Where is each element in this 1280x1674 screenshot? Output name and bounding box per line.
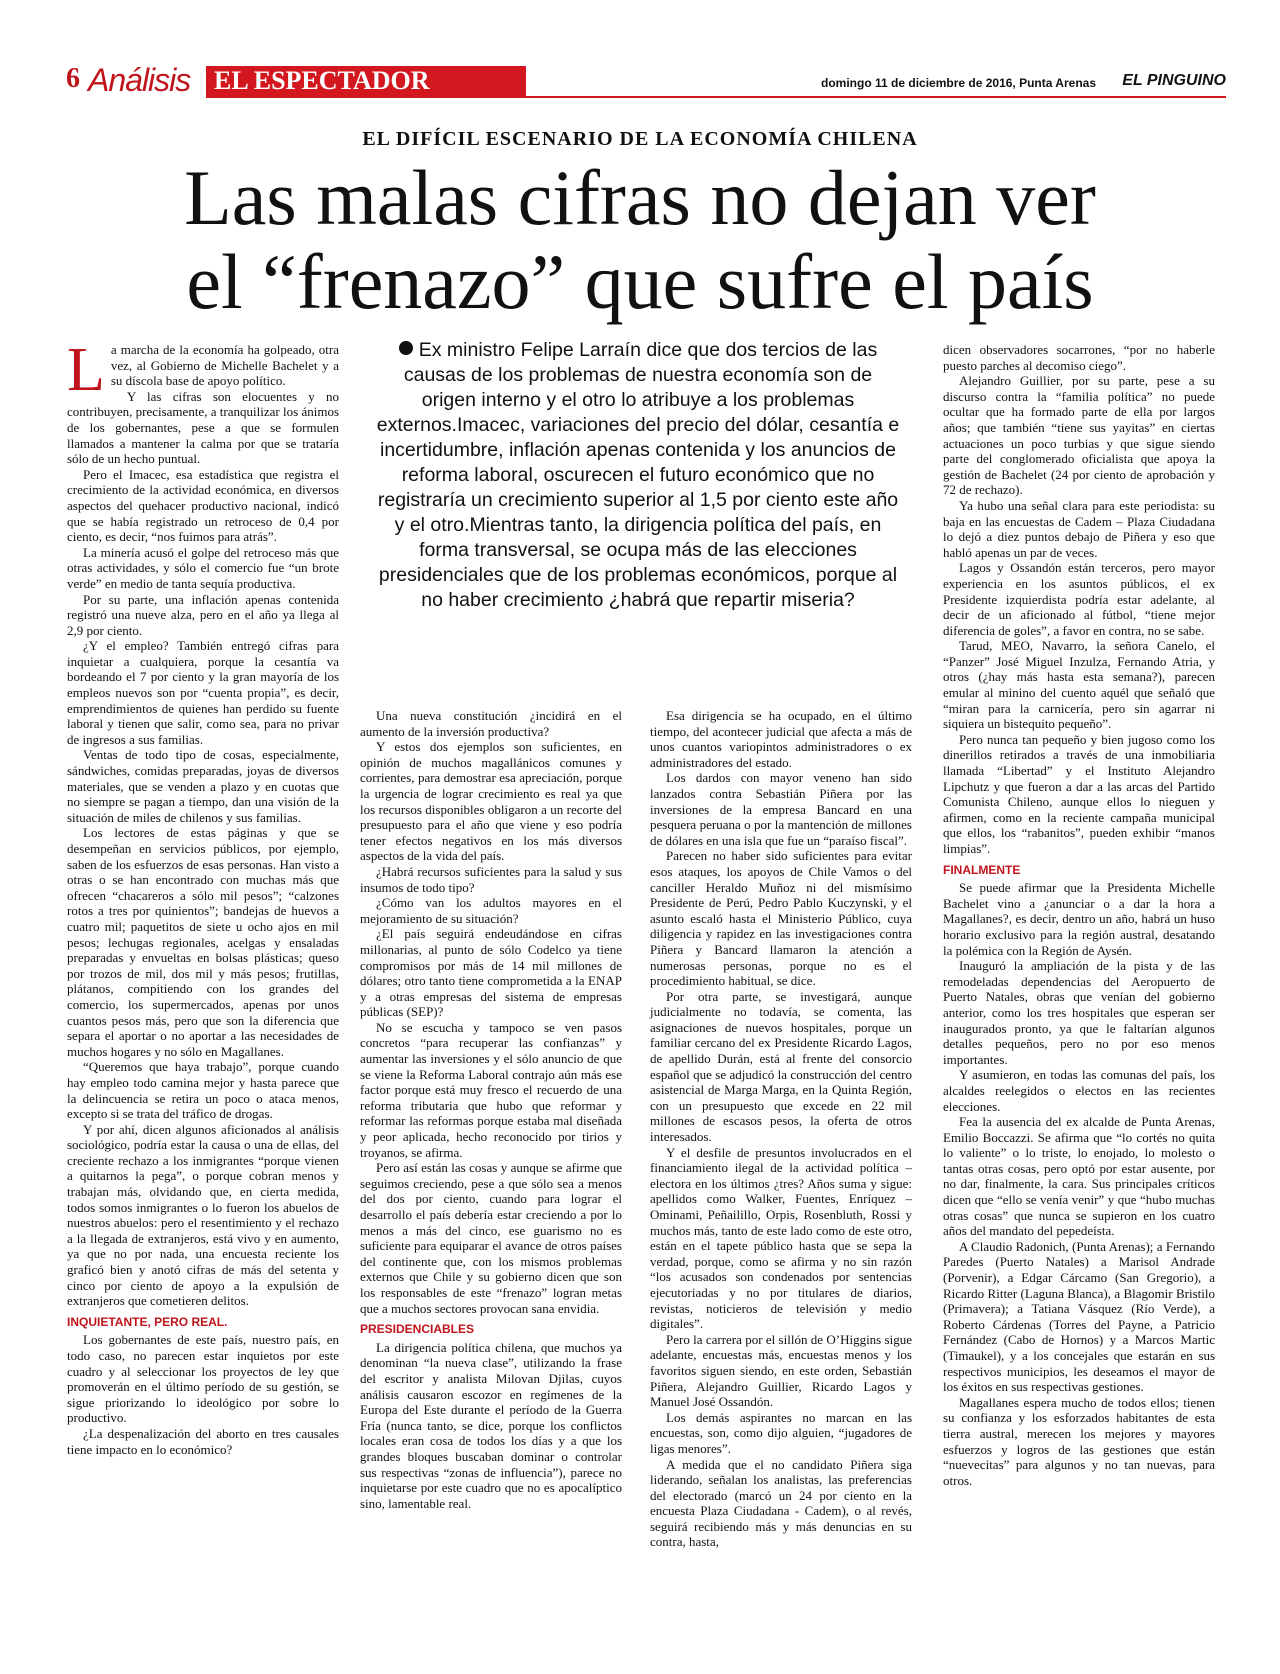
paragraph: Inauguró la ampliación de la pista y de las remodeladas dependencias del Aeropuerto de Puerto Natales, obras que venían del gobierno anterior, como los tres hospitales que esperan ser inaugurados pronto, ya que le faltarían algunos detalles pequeños, pero no por eso menos importantes. bbox=[943, 958, 1215, 1067]
paragraph: Fea la ausencia del ex alcalde de Punta Arenas, Emilio Boccazzi. Se afirma que “lo cortés no quita lo valiente” o lo triste, lo enojado, lo molesto o tantas otras cosas, pero optó por estar ausente, por no dar, finalmente, la cara. Sus principales críticos dicen que “ello se venía venir” y que “hubo muchas otras cosas” que nunca se supieron en los cuatro años del mandato del pepedeísta. bbox=[943, 1114, 1215, 1239]
paragraph: La minería acusó el golpe del retroceso más que otras actividades, y sólo el comercio fue “un brote verde” en medio de tanta sequía productiva. bbox=[67, 544, 339, 591]
paragraph: Los gobernantes de este país, nuestro país, en todo caso, no parecen estar inquietos por este cuadro y al seleccionar los proyectos de ley que promoverán en el último período de su gestión, se sigue priorizando lo ideológico por sobre lo productivo. bbox=[67, 1332, 339, 1426]
headline-line-2: el “frenazo” que sufre el país bbox=[186, 238, 1094, 325]
article-column-3 bbox=[650, 708, 912, 1550]
bullet-icon bbox=[399, 341, 413, 355]
paragraph: Por otra parte, se investigará, aunque judicialmente no todavía, se comenta, las asignaciones de nuevos hospitales, porque un familiar cercano del ex Presidente Ricardo Lagos, de apellido Durán, está al frente del consorcio español que se adjudicó la construcción del centro asistencial de Marga Marga, en la Quinta Región, con un presupuesto que excede en 22 mil millones de escasos pesos, la oferta de otros interesados. bbox=[650, 988, 912, 1145]
headline-line-1: Las malas cifras no dejan ver bbox=[184, 154, 1096, 241]
article-kicker: EL DIFÍCIL ESCENARIO DE LA ECONOMÍA CHILENA bbox=[362, 128, 918, 150]
paragraph: Pero la carrera por el sillón de O’Higgins sigue adelante, encuestas más, encuestas menos y los favoritos siguen siendo, en este orden, Sebastián Piñera, Alejandro Guillier, Ricardo Lagos y Manuel José Ossandón. bbox=[650, 1331, 912, 1410]
paragraph: A medida que el no candidato Piñera siga liderando, señalan los analistas, las preferencias del electorado (marcó un 24 por ciento en la encuesta Plaza Ciudadana - Cadem), o al revés, seguirá recibiendo más y más denuncias en su contra, hasta, bbox=[650, 1456, 912, 1550]
paragraph: “Queremos que haya trabajo”, porque cuando hay empleo todo camina mejor y hasta parece que la delincuencia se retira un poco o ataca menos, excepto si se trata del tráfico de drogas. bbox=[67, 1059, 339, 1122]
masthead-rule bbox=[206, 96, 1226, 98]
paragraph: No se escucha y tampoco se ven pasos concretos “para recuperar las confianzas” y aumentar las inversiones y el sólo anuncio de que se viene la Reforma Laboral contrajo aún más ese factor porque está muy fresco el recuerdo de una reforma tributaria que hubo que reformar y reformar las reformas porque estaba mal diseñada y peor aplicada, hecho reconocido por tirios y troyanos, se afirma. bbox=[360, 1019, 622, 1160]
paragraph: Pero nunca tan pequeño y bien jugoso como los dinerillos retirados a través de una inmobiliaria llamada “Libertad” y el Instituto Alejandro Lipchutz y que fueron a dar a las arcas del Partido Comunista Chileno, aunque ellos lo nieguen y afirmen, como en la reciente campaña municipal que ellos, los “rabanitos”, pueden exhibir “manos limpias”. bbox=[943, 731, 1215, 856]
subheading-inquietante: INQUIETANTE, PERO REAL. bbox=[67, 1314, 228, 1329]
subheading-presidenciables: PRESIDENCIABLES bbox=[360, 1322, 475, 1337]
paragraph: ¿Y el empleo? También entregó cifras para inquietar a cualquiera, porque la cesantía va bordeando el 7 por ciento y la gran mayoría de los empleos nuevos son por “cuenta propia”, es decir, emprendimientos de quienes han perdido su fuente laboral y tienen que salir, como sea, para no privar de ingresos a sus familias. bbox=[67, 638, 339, 747]
paragraph: Pero así están las cosas y aunque se afirme que seguimos creciendo, pese a que sólo sea a menos del dos por ciento, cuando para lograr el desarrollo el país debería estar creciendo a por lo menos a más del cinco, ese guarismo no es suficiente para equiparar el avance de otros países del continente que, con los mismos problemas externos que Chile y su gobierno dicen que son los responsables de este “frenazo” logran metas que a muchos sectores provocan sana envidia. bbox=[360, 1160, 622, 1316]
paragraph: Alejandro Guillier, por su parte, pese a su discurso contra la “familia política” no puede ocultar que ha formado parte de ella por largos años; que también “tiene sus yayitas” en ciertas actuaciones un poco turbias y que sigue siendo parte del conglomerado oficialista que apoya la gestión de Bachelet (24 por ciento de aprobación y 72 de rechazo). bbox=[943, 373, 1215, 498]
paragraph: Ventas de todo tipo de cosas, especialmente, sándwiches, comidas preparadas, joyas de diversos materiales, que se venden a plazo y en cuotas que no siempre se pagan a tiempo, dan una visión de la situación de miles de chilenos y sus familias. bbox=[67, 747, 339, 825]
paragraph: Los lectores de estas páginas y que se desempeñan en servicios públicos, por ejemplo, saben de los esfuerzos de esas personas. Han visto a otras o se han encontrado con muchas más que ofrecen “chacareros a sólo mil pesos”; “calzones rotos a tres por quinientos”; bandejas de huevos a cuatro mil; paquetitos de siete u ocho ajos en mil pesos; lechugas regionales, acelgas y ensaladas preparadas y envueltas en bolsas plásticas; queso por trozos de mil, dos mil y más pesos; frutillas, plátanos, compitiendo con los grandes del comercio, los supermercados, apenas por unos cuantos pesos más, pero que son la diferencia que separa el aportar o no aportar a las necesidades de muchos hogares y no sólo en Magallanes. bbox=[67, 825, 339, 1059]
article-column-1 bbox=[67, 336, 339, 1457]
drop-cap: L bbox=[67, 336, 105, 404]
page-number: 6 bbox=[66, 63, 80, 94]
article-column-4 bbox=[943, 342, 1215, 1488]
publication-section-bar: EL ESPECTADOR bbox=[206, 66, 526, 96]
paragraph: ¿El país seguirá endeudándose en cifras millonarias, al punto de sólo Codelco ya tiene compromisos por más de 14 mil millones de dólares; otro tanto tiene comprometida a la ENAP y a otras empresas del sistema de empresas públicas (SEP)? bbox=[360, 926, 622, 1020]
paragraph: Esa dirigencia se ha ocupado, en el último tiempo, del acontecer judicial que afecta a más de unos cuantos variopintos administradores o ex administradores del estado. bbox=[650, 708, 912, 770]
section-label: Análisis bbox=[88, 62, 191, 98]
paragraph: Y por ahí, dicen algunos aficionados al análisis sociológico, podría estar la causa o una de ellas, del creciente rechazo a los inmigrantes “porque vienen a quitarnos la pega”, o porque cobran menos y trabajan más, olvidando que, en cierta medida, todos somos inmigrantes o lo fueron los abuelos de nuestros abuelos: pero el resentimiento y el rechazo a la llegada de extranjeros, está vivo y en aumento, ya que no por nada, una encuesta reciente los graficó bien y anotó cifras de más del setenta y cinco por ciento de apoyo a la expulsión de extranjeros que cometieren delitos. bbox=[67, 1121, 339, 1309]
paragraph: A Claudio Radonich, (Punta Arenas); a Fernando Paredes (Puerto Natales) a Marisol Andrade (Porvenir), a Edgar Cárcamo (San Gregorio), a Ricardo Ritter (Laguna Blanca), a Blagomir Bristilo (Primavera); a Tatiana Vásquez (Río Verde), a Roberto Cárdenas (Torres del Payne, a Patricio Fernández (Cabo de Hornos) y a Marcos Martic (Timaukel), y a los concejales que estarán en sus respectivos municipios, les deseamos el mayor de los éxitos en sus respectivas gestiones. bbox=[943, 1238, 1215, 1395]
paragraph: Lagos y Ossandón están terceros, pero mayor experiencia en los asuntos públicos, el ex Presidente izquierdista podría estar adelante, al decir de un aficionado al fútbol, “tiene mejor diferencia de goles”, a favor en contra, no se sabe. bbox=[943, 560, 1215, 638]
paragraph: La dirigencia política chilena, que muchos ya denominan “la nueva clase”, utilizando la frase del escritor y analista Milovan Djilas, cuyos análisis causaron escozor en regímenes de la Europa del Este durante el período de la Guerra Fría (nunca tanto, se dice, porque los conflictos locales eran cosa de todos los días y a que los grandes bloques buscaban dominar o controlar sus respectivas “zonas de influencia”), parece no inquietarse por este cuadro que no es apocalíptico sino, lamentable real. bbox=[360, 1339, 622, 1511]
paragraph: Los dardos con mayor veneno han sido lanzados contra Sebastián Piñera por las inversiones de la empresa Bancard en una pesquera peruana o por la mantención de millones de dólares en una isla que fue un “paraíso fiscal”. bbox=[650, 770, 912, 848]
paragraph: ¿Habrá recursos suficientes para la salud y sus insumos de todo tipo? bbox=[360, 863, 622, 895]
paragraph: Y asumieron, en todas las comunas del país, los alcaldes reelegidos o electos en las recientes elecciones. bbox=[943, 1067, 1215, 1114]
paragraph: Se puede afirmar que la Presidenta Michelle Bachelet vino a ¿anunciar o a dar la hora a Magallanes?, es decir, dentro un año, habrá un huso horario exclusivo para la región austral, desatando la polémica con la Región de Aysén. bbox=[943, 880, 1215, 958]
article-headline bbox=[60, 156, 1220, 324]
paragraph: Y el desfile de presuntos involucrados en el financiamiento ilegal de la actividad política – electora en los últimos ¿tres? Años suma y sigue: apellidos como Walker, Fuentes, Enríquez – Ominami, Peñailillo, Orpis, Rosenbluth, Rossi y muchos más, tanto de este lado como de este otro, están en el tapete público hasta que se sepa la verdad, porque, como se afirma y no sin razón “los acusados son condenados por sentencias ejecutoriadas y no por titulares de diarios, revistas, noticieros de televisión y medio digitales”. bbox=[650, 1144, 912, 1332]
article-lede bbox=[375, 338, 901, 613]
paragraph: Magallanes espera mucho de todos ellos; tienen su confianza y los esforzados habitantes de esta tierra austral, merecen los mejores y mayores esfuerzos y logros de las gestiones que están “nuevecitas” para algunos y no tan nuevas, para otros. bbox=[943, 1394, 1215, 1488]
masthead bbox=[66, 62, 1226, 100]
paragraph: Pero el Imacec, esa estadística que registra el crecimiento de la actividad económica, en diversos aspectos del quehacer productivo nacional, indicó que se había registrado un retroceso de 0,4 por ciento, es decir, “nos fuimos para atrás”. bbox=[67, 466, 339, 545]
paragraph: ¿La despenalización del aborto en tres causales tiene impacto en lo económico? bbox=[67, 1425, 339, 1457]
paragraph: a marcha de la economía ha golpeado, otra vez, al Gobierno de Michelle Bachelet y a su díscola base de apoyo político. bbox=[110, 342, 339, 389]
subheading-finalmente: FINALMENTE bbox=[943, 862, 1021, 877]
paragraph: Tarud, MEO, Navarro, la señora Canelo, el “Panzer” José Miguel Inzulza, Fernando Atria, y otros (¿hay más hasta esta semana?), parecen emular al minino del cuento aquél que señaló que “miran para la carnicería, pero sin agarrar ni siquiera un bistequito pequeño”. bbox=[943, 638, 1215, 732]
dateline: domingo 11 de diciembre de 2016, Punta Arenas bbox=[821, 76, 1096, 90]
lede-text: Ex ministro Felipe Larraín dice que dos tercios de las causas de los problemas de nuestra economía son de origen interno y el otro lo atribuye a los problemas externos.Imacec, variaciones del precio del dólar, cesantía e incertidumbre, inflación apenas contenida y los anuncios de reforma laboral, oscurecen el futuro económico que no registraría un crecimiento superior al 1,5 por ciento este año y el otro.Mientras tanto, la dirigencia política del país, en forma transversal, se ocupa más de las elecciones presidenciales que de los problemas económicos, porque al no haber crecimiento ¿habrá que repartir miseria? bbox=[376, 339, 900, 611]
paragraph: Por su parte, una inflación apenas contenida registró una nueve alza, pero en el año ya llega al 2,9 por ciento. bbox=[67, 591, 339, 638]
paragraph: Y las cifras son elocuentes y no contribuyen, precisamente, a tranquilizar los ánimos de los gobernantes, pese a que se formulen llamados a mantener la calma por que se trataría sólo de un hecho puntual. bbox=[67, 388, 339, 467]
paragraph: dicen observadores socarrones, “por no haberle puesto parches al decomiso ciego”. bbox=[943, 342, 1215, 373]
paragraph: ¿Cómo van los adultos mayores en el mejoramiento de su situación? bbox=[360, 895, 622, 926]
paragraph: Los demás aspirantes no marcan en las encuestas, son, como dijo alguien, “jugadores de ligas menores”. bbox=[650, 1409, 912, 1456]
paragraph: Una nueva constitución ¿incidirá en el aumento de la inversión productiva? bbox=[360, 708, 622, 739]
paragraph: Y estos dos ejemplos son suficientes, en opinión de muchos magallánicos comunes y corrientes, para demostrar esa apreciación, porque la urgencia de lograr crecimiento es real ya que los recursos disponibles obligaron a un recorte del presupuesto para el año que viene y eso podría tener efectos negativos en los más diversos aspectos de la vida del país. bbox=[360, 739, 622, 864]
article-column-2 bbox=[360, 708, 622, 1511]
paragraph: Ya hubo una señal clara para este periodista: su baja en las encuestas de Cadem – Plaza Ciudadana lo dejó a diez puntos debajo de Piñera y eso que habló apenas un par de veces. bbox=[943, 497, 1215, 560]
paragraph: Parecen no haber sido suficientes para evitar esos ataques, los apoyos de Chile Vamos o del canciller Heraldo Muñoz ni del mismísimo Presidente de Perú, Pedro Pablo Kuczynski, y el asunto escaló hasta el Ministerio Público, cuya diligencia y rapidez en las investigaciones contra Piñera y Bancard llamaron la atención a numerosas personas, porque no es el procedimiento habitual, se dice. bbox=[650, 848, 912, 989]
newspaper-name: EL PINGUINO bbox=[1122, 72, 1226, 89]
